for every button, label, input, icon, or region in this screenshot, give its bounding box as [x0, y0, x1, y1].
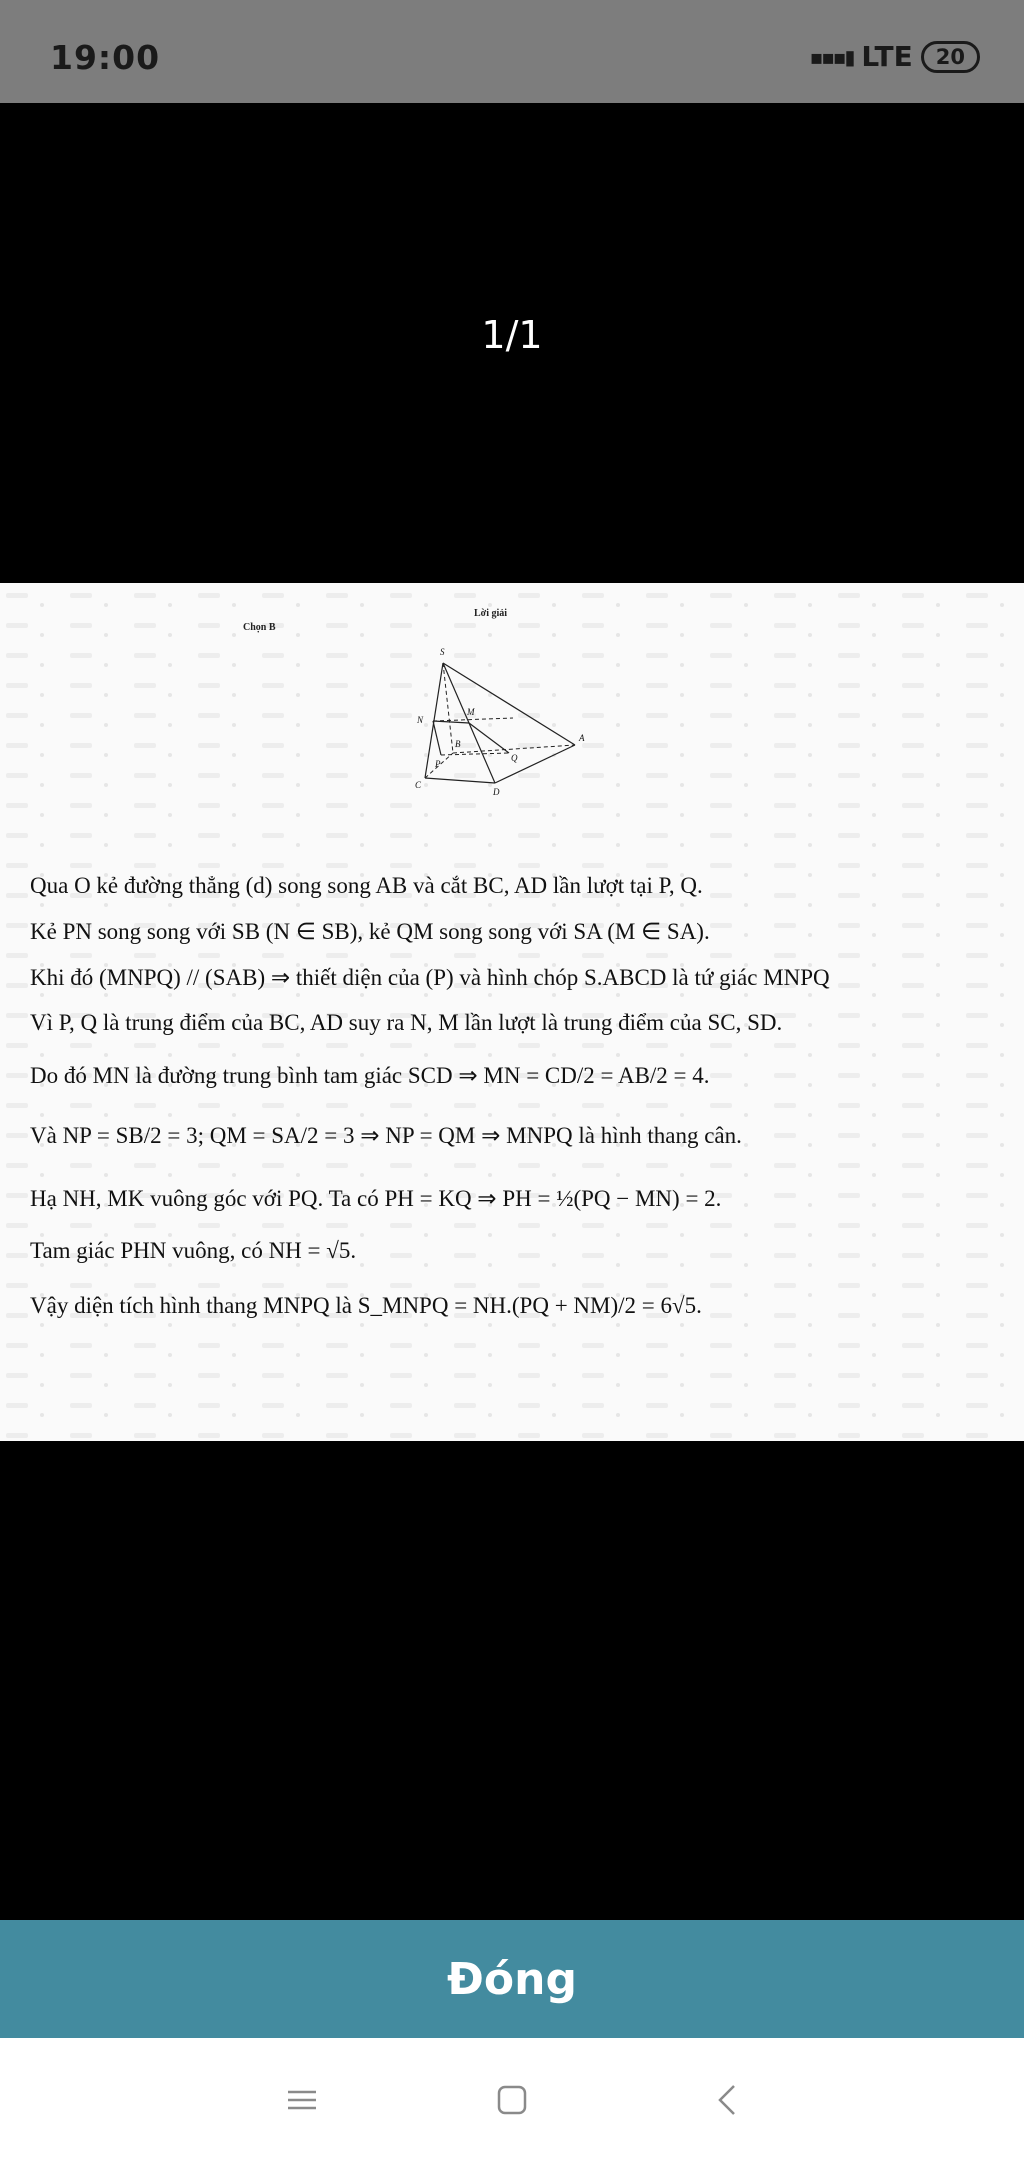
network-type: LTE	[861, 40, 913, 73]
solution-line: Vì P, Q là trung điểm của BC, AD suy ra N, M lần lượt là trung điểm của SC, SD.	[30, 1010, 783, 1035]
label-N: N	[417, 715, 424, 725]
label-D: D	[493, 787, 500, 797]
menu-icon[interactable]	[272, 2070, 332, 2130]
status-bar	[0, 0, 1024, 103]
label-A: A	[579, 733, 585, 743]
signal-icon: ▪▪▪▮	[809, 44, 854, 69]
back-icon[interactable]	[698, 2070, 758, 2130]
solution-line: Hạ NH, MK vuông góc với PQ. Ta có PH = KQ ⇒ PH = ½(PQ − MN) = 2.	[30, 1186, 722, 1211]
solution-line: Kẻ PN song song với SB (N ∈ SB), kẻ QM song song với SA (M ∈ SA).	[30, 919, 710, 944]
pyramid-figure	[395, 643, 615, 823]
battery-icon: 20	[921, 41, 980, 73]
page-counter: 1/1	[481, 313, 543, 357]
clock: 19:00	[50, 38, 161, 77]
label-S: S	[440, 647, 445, 657]
label-C: C	[415, 780, 422, 790]
solution-line: Và NP = SB/2 = 3; QM = SA/2 = 3 ⇒ NP = QM ⇒ MNPQ là hình thang cân.	[30, 1123, 742, 1148]
label-M: M	[467, 707, 475, 717]
close-button[interactable]: Đóng	[441, 1953, 583, 2006]
solution-line: Tam giác PHN vuông, có NH = √5.	[30, 1238, 357, 1263]
header-choose: Chọn B	[243, 622, 276, 633]
solution-line: Khi đó (MNPQ) // (SAB) ⇒ thiết diện của (P) và hình chóp S.ABCD là tứ giác MNPQ	[30, 965, 830, 990]
home-icon[interactable]	[482, 2070, 542, 2130]
label-P: P	[435, 759, 441, 769]
solution-line: Do đó MN là đường trung bình tam giác SCD ⇒ MN = CD/2 = AB/2 = 4.	[30, 1063, 710, 1088]
bottom-action-bar	[0, 1920, 1024, 2038]
solution-line: Vậy diện tích hình thang MNPQ là S_MNPQ = NH.(PQ + NM)/2 = 6√5.	[30, 1293, 702, 1318]
label-B: B	[455, 739, 461, 749]
status-icons	[810, 40, 980, 73]
document-image[interactable]	[0, 583, 1024, 1441]
label-Q: Q	[511, 753, 518, 763]
solution-line: Qua O kẻ đường thẳng (d) song song AB và cắt BC, AD lần lượt tại P, Q.	[30, 873, 703, 898]
system-navigation-bar	[0, 2038, 1024, 2162]
header-solution: Lời giải	[474, 608, 508, 619]
